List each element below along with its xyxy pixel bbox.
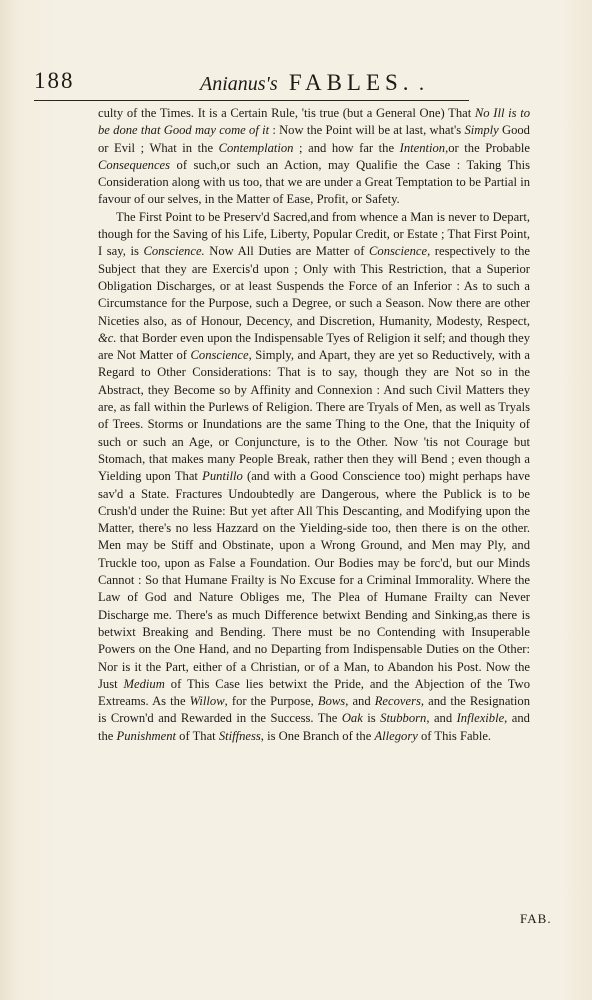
text-run: of That xyxy=(176,728,219,743)
italic-run: No Ill is to be done that Good may come of it xyxy=(98,106,530,138)
text-run: of This Case lies betwixt the Pride, and the Abjection of the Two Extreams. As the xyxy=(98,676,530,709)
italic-run: Willow xyxy=(189,694,225,709)
header-rule xyxy=(34,100,469,101)
running-title-fables: FABLES. xyxy=(288,70,414,95)
text-run: , and the Resignation is Crown'd and Rewarded in the Success. The xyxy=(98,694,530,726)
running-title xyxy=(200,70,424,96)
page-header xyxy=(34,62,474,98)
text-run: ,or the Probable xyxy=(445,140,531,155)
italic-run: Consequences xyxy=(98,157,171,172)
catchword: FAB. xyxy=(520,911,552,926)
text-run: , and xyxy=(345,694,375,709)
italic-run: &c. xyxy=(98,330,117,345)
text-run: The First Point to be Preserv'd Sacred,and from whence a Man is never to Depart, though for the Saving of his Life, Liberty, Popular Credit, or Estate ; That First Point, I say, is xyxy=(98,209,530,259)
paragraph-2 xyxy=(98,209,530,745)
text-run: of such,or such an Action, may Qualifie the Case : Taking This Consideration along with us too, that we are under a Great Temptation to be Partial in favour of our selves, in the Matter of Ease, Profit, or Safety. xyxy=(98,157,530,207)
text-run: , and xyxy=(426,711,457,726)
body-text xyxy=(98,105,530,745)
text-run: , respectively to the Subject that they are Exercis'd upon ; Only with This Restriction, that a Superior Obligation Discharges, or at least Suspends the Force of an Inferior : As to such a Circumstance for the Purpose, such a Degree, or such a Season. Now there are other Niceties also, as of Honour, Decency, and Discretion, Humanity, Modesty, Respect, xyxy=(98,244,530,328)
italic-run: Intention xyxy=(399,140,446,155)
text-run: Good or Evil ; What in the xyxy=(98,123,530,155)
italic-run: Punishment xyxy=(116,728,177,743)
italic-run: Conscience xyxy=(369,244,428,259)
italic-run: Allegory xyxy=(374,728,418,743)
italic-run: Bows xyxy=(317,694,346,709)
text-run: , Simply, and Apart, they are yet so Reductively, with a Regard to Other Considerations: That is to say, though they are Not so in the Abstract, they Become so by Affinity and Connexion : And such Civil Matters they are, as fall within the Purlews of Religion. There are Tryals of Men, as well as Tryals of Trees. Storms or Inundations are the same Thing to the One, that the Iniquity of such or such an Age, or Conjuncture, is to the Other. Now 'tis not Courage but Stomach, that makes many People Break, rather then they will Bend ; even though a Yielding upon That xyxy=(98,348,531,484)
italic-run: Stubborn xyxy=(380,711,427,726)
running-title-mark: . xyxy=(418,71,425,95)
text-run: of This Fable. xyxy=(417,728,492,743)
italic-run: Oak xyxy=(341,711,363,726)
text-run: (and with a Good Conscience too) might perhaps have sav'd a State. Fractures Undoubtedly are Dangerous, where the Publick is to be Crush'd under the Ruine: But yet after All This Descanting, and Modifying upon the Matter, there's no less Hazzard on the Yielding-side too, then there is on the other. Men may be Stiff and Obstinate, upon a Wrong Ground, and Men may Ply, and Truckle too, upon as False a Foundation. Our Bodies may be forc'd, but our Minds Cannot : So that Humane Frailty is No Excuse for a Criminal Immorality. Where the Law of God and Nature Obliges me, The Plea of Humane Frailty can Never Discharge me. There's as much Difference betwixt Bending and Sinking,as there is betwixt Breaking and Bending. There must be no Contending with Insuperable Powers on the One Hand, and no Departing from Indispensable Duties on the Other: Nor is it the Part, either of a Christian, or of a Man, to Abandon his Post. Now the Just xyxy=(98,469,530,691)
text-run: , is One Branch of the xyxy=(260,728,375,743)
italic-run: Stiffness xyxy=(218,728,261,743)
italic-run: Conscience xyxy=(190,348,249,363)
italic-run: Simply xyxy=(464,123,499,138)
text-run: culty of the Times. It is a Certain Rule, 'tis true (but a General One) That xyxy=(98,106,475,120)
italic-run: Medium xyxy=(123,676,165,691)
paragraph-1 xyxy=(98,105,530,209)
text-run: ; and how far the xyxy=(293,140,400,155)
text-run: , and the xyxy=(98,711,530,743)
italic-run: Conscience. xyxy=(143,244,205,259)
italic-run: Recovers xyxy=(374,694,421,709)
running-title-author: Anianus's xyxy=(200,73,278,95)
text-run: that Border even upon the Indispensable Tyes of Religion it self; and though they are Not Matter of xyxy=(98,330,530,363)
text-run: Now All Duties are Matter of xyxy=(204,244,369,259)
text-run: is xyxy=(362,711,381,726)
italic-run: Inflexible xyxy=(456,711,505,726)
text-run: , for the Purpose, xyxy=(224,694,318,709)
italic-run: Contemplation xyxy=(218,140,294,155)
text-run: : Now the Point will be at last, what's xyxy=(269,123,465,138)
italic-run: Puntillo xyxy=(202,469,243,484)
page-number: 188 xyxy=(34,68,75,93)
